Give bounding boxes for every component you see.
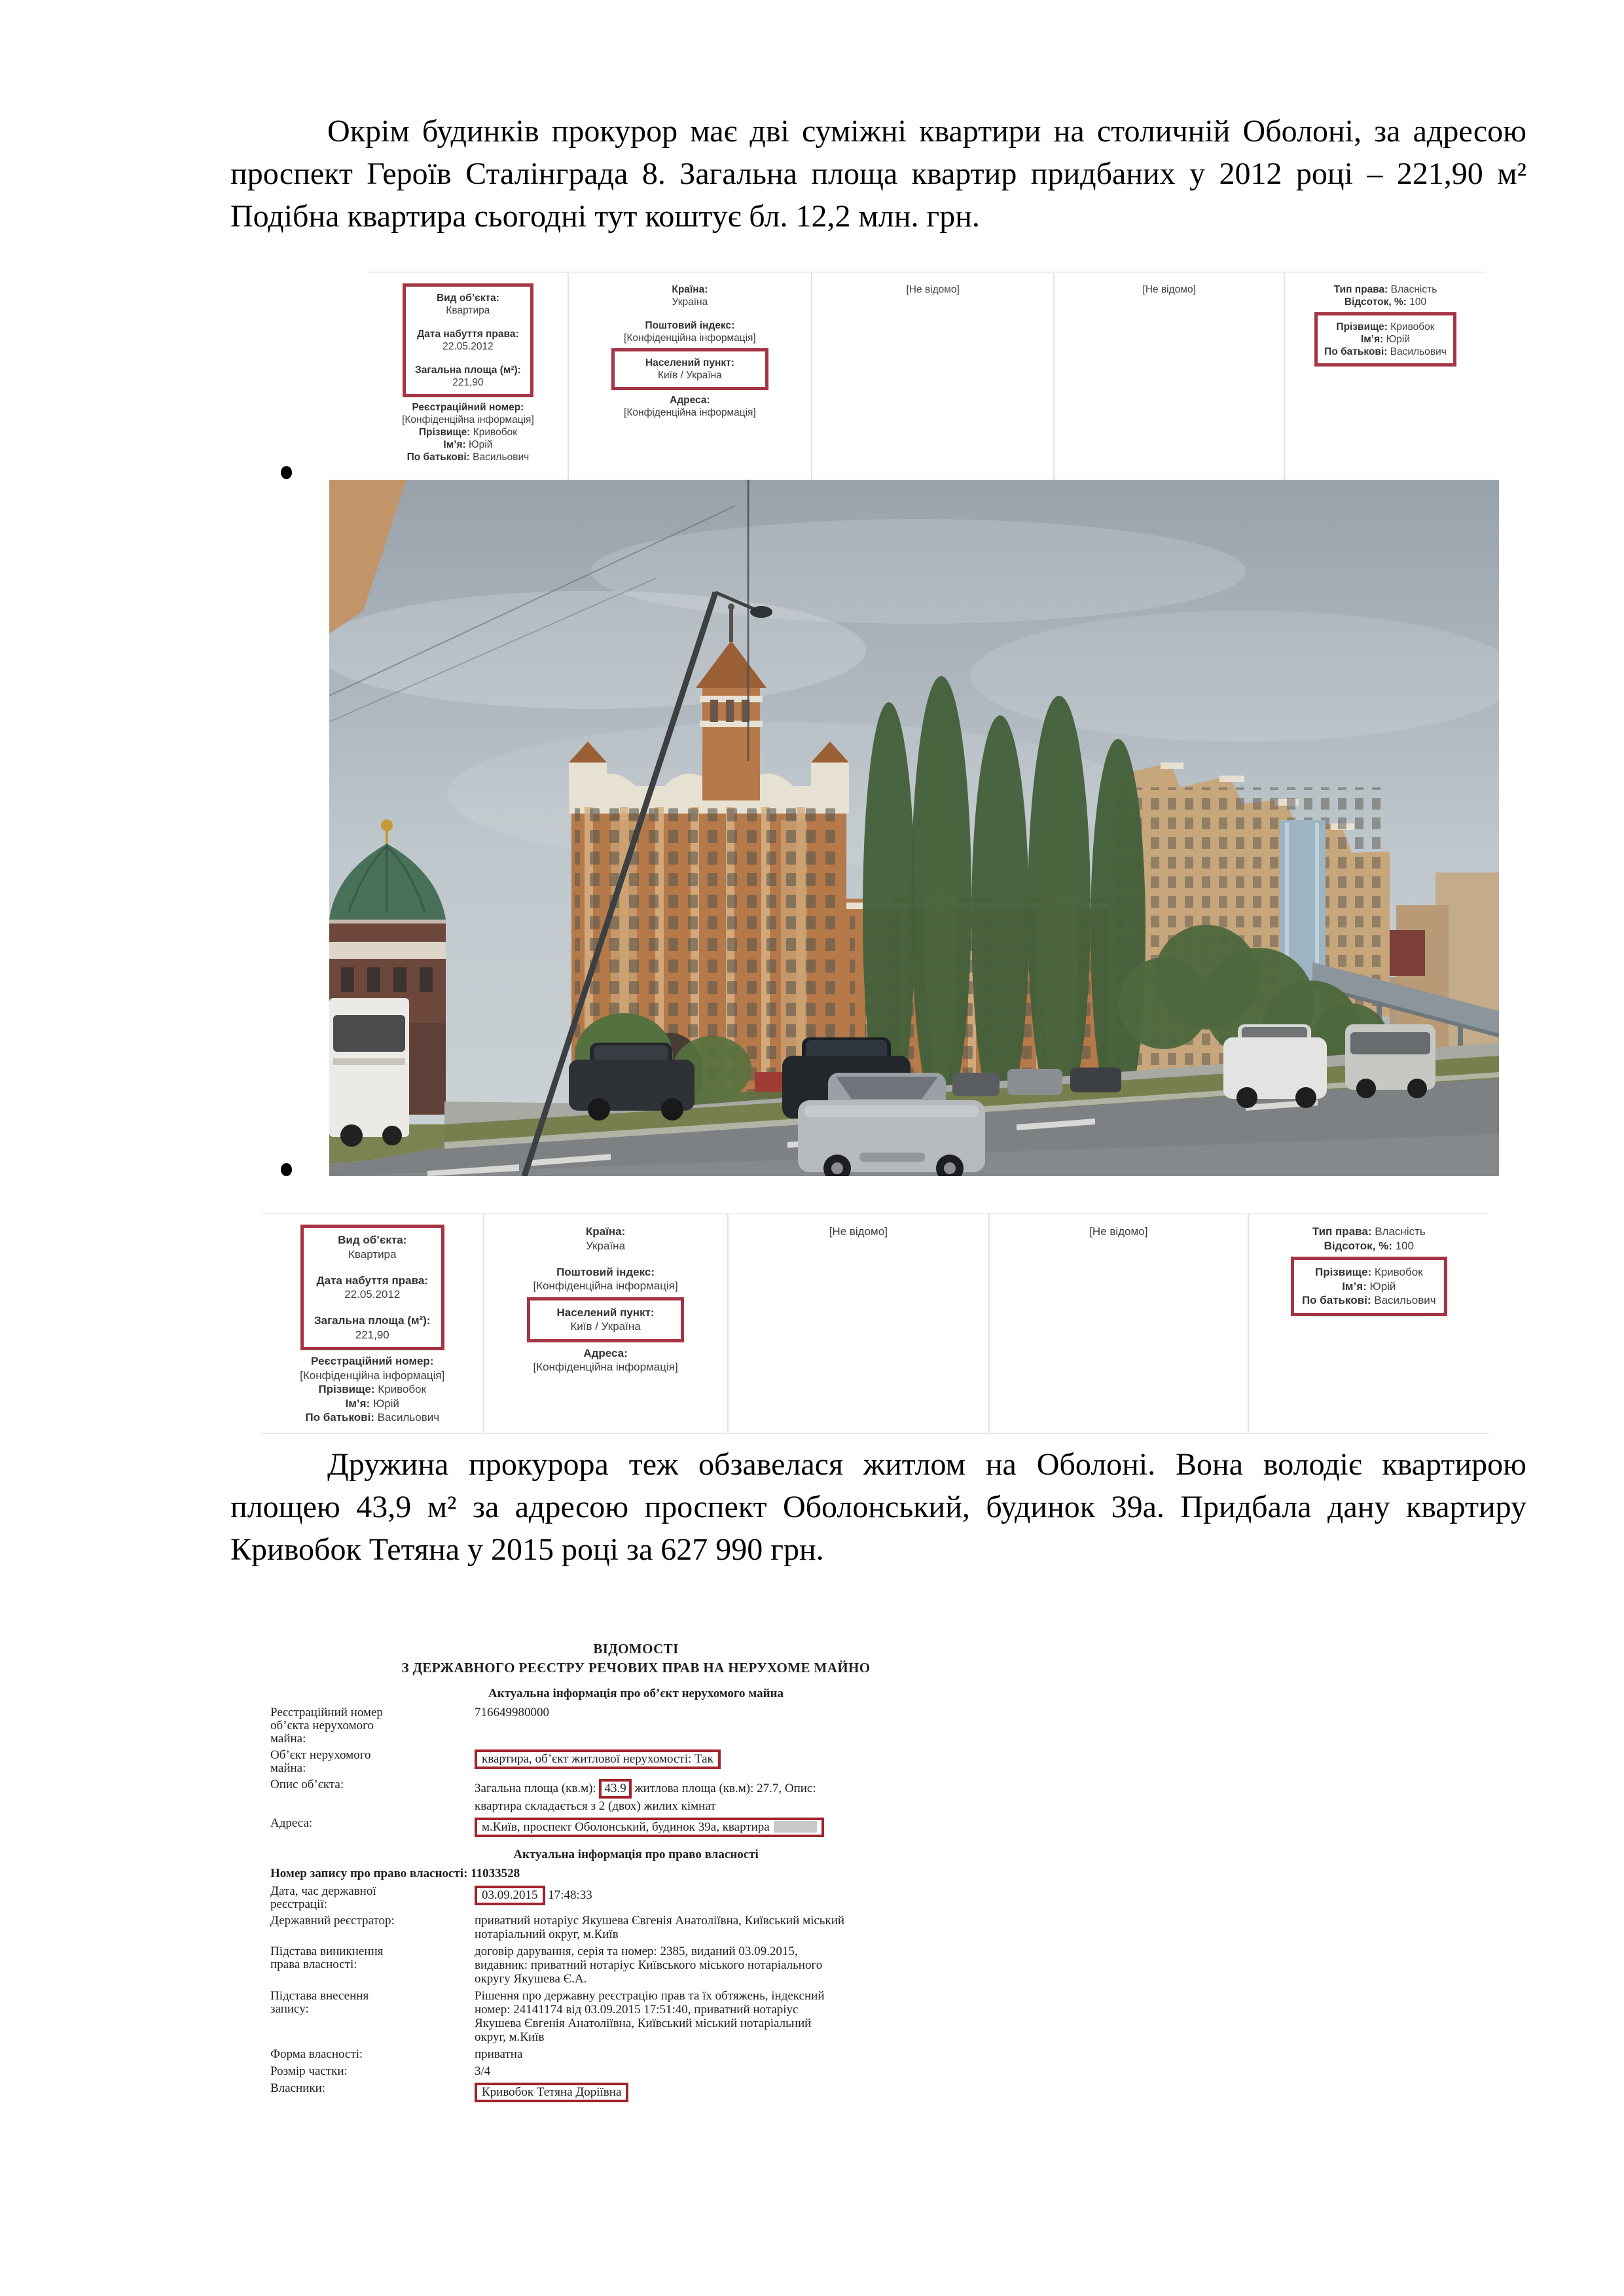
extract-row xyxy=(270,1706,1001,1746)
field-line: [Конфіденційна інформація] xyxy=(624,332,756,344)
field-line: Квартира xyxy=(446,305,490,316)
field-group xyxy=(996,1225,1241,1239)
extract-row xyxy=(270,1885,1001,1911)
extract-row-value: 3/4 xyxy=(475,2064,491,2078)
highlight-box xyxy=(403,283,533,397)
field-line: Країна: xyxy=(585,1225,626,1238)
field-group xyxy=(1255,1225,1483,1253)
field-line: Відсоток, %: 100 xyxy=(1324,1239,1414,1252)
registry-column-3 xyxy=(811,273,1053,485)
highlight-box: 03.09.2015 xyxy=(475,1886,545,1905)
field-line: Київ / Україна xyxy=(570,1320,641,1333)
extract-title xyxy=(270,1640,1001,1677)
field-line: По батькові: Васильович xyxy=(305,1411,440,1424)
extract-title-line1: ВІДОМОСТІ xyxy=(593,1641,679,1657)
field-line: По батькові: Васильович xyxy=(1301,1294,1436,1306)
extract-row-label: Підстава внесення запису: xyxy=(270,1989,369,2016)
extract-row-label: Державний реєстратор: xyxy=(270,1914,395,1928)
extract-row xyxy=(270,1914,1001,1942)
extract-row-label: Опис об’єкта: xyxy=(270,1778,344,1791)
extract-row-label: Адреса: xyxy=(270,1816,313,1830)
highlight-box xyxy=(300,1225,445,1350)
field-line: По батькові: Васильович xyxy=(406,452,530,463)
paragraph-wife-apartment: Дружина прокурора теж обзавелася житлом на Оболоні. Вона володіє квартирою площею 43,9 м² за адресою проспект Оболонський, будинок 39а. Придбала дану квартиру Кривобок Тетяна у 2015 році за 627 990 грн. xyxy=(230,1447,1526,1567)
field-line: Україна xyxy=(586,1239,626,1252)
registry-column-1 xyxy=(262,1214,483,1433)
field-line: Адреса: xyxy=(583,1346,628,1359)
field-group xyxy=(575,283,804,344)
field-line: Населений пункт: xyxy=(645,357,734,369)
field-line: 221,90 xyxy=(355,1328,389,1341)
field-line: [Не відомо] xyxy=(906,284,960,295)
paragraph-apartments: Окрім будинків прокурор має дві суміжні квартири на столичній Оболоні, за адресою проспект Героїв Сталінграда 8. Загальна площа квартир придбаних у 2012 році – 221,90 м² Подібна квартира сьогодні тут коштує бл. 12,2 млн. грн. xyxy=(230,114,1526,234)
field-line: Дата набуття права: xyxy=(316,1274,428,1287)
extract-row-label: Форма власності: xyxy=(270,2047,363,2061)
field-line: Реєстраційний номер: xyxy=(412,402,524,414)
field-line: Поштовий індекс: xyxy=(556,1265,655,1278)
extract-section1-header: Актуальна інформація про об’єкт нерухомого майна xyxy=(488,1687,784,1700)
field-line xyxy=(491,1253,721,1265)
extract-section1-rows xyxy=(270,1706,1001,1839)
field-line: Прізвище: Кривобок xyxy=(418,427,517,439)
street-photo-canvas xyxy=(329,480,1499,1176)
field-line xyxy=(310,1261,435,1274)
registry-column-2 xyxy=(568,273,811,485)
highlight-box: м.Київ, проспект Оболонський, будинок 39а, квартира xyxy=(475,1818,824,1837)
field-line: Київ / Україна xyxy=(658,370,722,382)
extract-row-value: приватний нотаріус Якушева Євгенія Анатоліївна, Київський міський нотаріальний округ, м.Київ xyxy=(475,1914,845,1941)
field-group xyxy=(819,283,1047,296)
field-line: Країна: xyxy=(672,284,708,295)
field-line xyxy=(310,1302,435,1314)
highlight-box xyxy=(1291,1257,1447,1316)
field-line xyxy=(575,308,804,319)
registry-column-4 xyxy=(988,1214,1248,1433)
field-group xyxy=(735,1225,982,1239)
extract-row-label: Об’єкт нерухомого майна: xyxy=(270,1748,371,1775)
extract-row xyxy=(270,1945,1001,1986)
field-line: Прізвище: Кривобок xyxy=(1314,1266,1423,1278)
field-line: Населений пункт: xyxy=(556,1306,655,1319)
highlight-box: Кривобок Тетяна Доріївна xyxy=(475,2083,628,2102)
field-group xyxy=(491,1225,721,1293)
field-line: 221,90 xyxy=(452,377,484,389)
field-line: [Не відомо] xyxy=(1142,284,1196,295)
field-group xyxy=(375,401,561,463)
extract-row-label: Підстава виникнення права власності: xyxy=(270,1945,384,1971)
field-line: [Не відомо] xyxy=(1089,1225,1148,1238)
extract-row-label: Власники: xyxy=(270,2081,326,2095)
field-line: Ім’я: Юрій xyxy=(1342,1280,1396,1293)
extract-title-line2: З ДЕРЖАВНОГО РЕЄСТРУ РЕЧОВИХ ПРАВ НА НЕРУХОМЕ МАЙНО xyxy=(401,1660,871,1676)
field-line: Загальна площа (м²): xyxy=(414,365,521,376)
field-line: Тип права: Власність xyxy=(1333,284,1437,295)
extract-ownership-record-number: Номер запису про право власності: 11033528 xyxy=(270,1867,520,1880)
extract-row-value: Рішення про державну реєстрацію прав та їх обтяжень, індексний номер: 24141174 від 03.09.2015 17:51:40, приватний нотаріус Якушева Євгенія Анатоліївна, Київський міський нотаріальний округ, м.Київ xyxy=(475,1989,825,2044)
white-bus xyxy=(329,998,409,1147)
extract-row xyxy=(270,1778,1001,1814)
extract-row-value: Загальна площа (кв.м): 43.9 житлова площа (кв.м): 27.7, Опис: квартира складається з 2 (двох) жилих кімнат xyxy=(467,1778,1001,1814)
field-group xyxy=(491,1346,721,1374)
extract-row-value: договір дарування, серія та номер: 2385, виданий 03.09.2015, видавник: приватний нотаріус Київського міського нотаріального округу Якушева Є.А. xyxy=(475,1945,823,1986)
field-line: Прізвище: Кривобок xyxy=(318,1383,427,1396)
registry-column-4 xyxy=(1053,273,1284,485)
field-group xyxy=(268,1354,477,1425)
extract-row-value: 03.09.2015 17:48:33 xyxy=(467,1885,1001,1911)
field-line xyxy=(412,317,524,328)
extract-row xyxy=(270,1749,1001,1775)
extract-row-value xyxy=(467,2082,1001,2104)
extract-row xyxy=(270,1817,1001,1839)
field-line: Реєстраційний номер: xyxy=(311,1355,434,1368)
street-photo-obolon xyxy=(329,480,1499,1176)
field-line: [Конфіденційна інформація] xyxy=(624,407,756,419)
redaction-block xyxy=(774,1821,817,1833)
field-line: Ім’я: Юрій xyxy=(443,439,493,451)
field-line: [Конфіденційна інформація] xyxy=(533,1280,678,1293)
extract-row xyxy=(270,2082,1001,2104)
field-line: Україна xyxy=(672,296,708,308)
extract-row-label: Розмір частки: xyxy=(270,2064,348,2078)
field-line: Ім’я: Юрій xyxy=(345,1397,399,1410)
registry-extract-document xyxy=(270,1640,1001,2107)
extract-row-value xyxy=(467,1817,1001,1839)
registry-record-image-2 xyxy=(262,1213,1489,1434)
field-line: Тип права: Власність xyxy=(1312,1225,1426,1238)
field-line: [Конфіденційна інформація] xyxy=(533,1361,678,1374)
highlight-box xyxy=(611,348,768,390)
field-group xyxy=(575,394,804,419)
highlight-box: квартира, об’єкт житлової нерухомості: Так xyxy=(475,1749,721,1769)
field-line: Квартира xyxy=(348,1247,397,1261)
field-group xyxy=(1291,283,1479,308)
field-line: [Конфіденційна інформація] xyxy=(402,414,534,426)
field-line: [Конфіденційна інформація] xyxy=(300,1369,445,1382)
extract-row-value: приватна xyxy=(475,2047,523,2061)
registry-column-1 xyxy=(369,273,568,485)
highlight-box xyxy=(1314,312,1456,367)
field-line: 22.05.2012 xyxy=(344,1288,401,1301)
field-line: Відсоток, %: 100 xyxy=(1344,296,1427,308)
extract-row-label: Дата, час державної реєстрації: xyxy=(270,1884,376,1911)
highlight-box: 43.9 xyxy=(599,1779,631,1799)
list-bullet-icon xyxy=(281,466,292,479)
extract-row-value xyxy=(467,1749,1001,1775)
extract-section2-rows xyxy=(270,1885,1001,2104)
field-line: Вид об’єкта: xyxy=(338,1234,407,1246)
field-line: Поштовий індекс: xyxy=(645,320,735,332)
registry-column-5 xyxy=(1248,1214,1489,1433)
field-line: Вид об’єкта: xyxy=(436,293,499,304)
registry-column-2 xyxy=(483,1214,727,1433)
field-group xyxy=(1061,283,1277,296)
field-line: [Не відомо] xyxy=(829,1225,888,1238)
registry-column-3 xyxy=(727,1214,988,1433)
field-line: Ім’я: Юрій xyxy=(1361,334,1410,345)
extract-row xyxy=(270,2048,1001,2062)
extract-row xyxy=(270,2065,1001,2079)
field-line: Дата набуття права: xyxy=(417,329,519,340)
registry-record-image-1 xyxy=(369,272,1486,486)
highlight-box xyxy=(527,1297,685,1342)
field-line xyxy=(412,353,524,364)
field-line: По батькові: Васильович xyxy=(1324,346,1447,357)
field-line: Прізвище: Кривобок xyxy=(1336,321,1435,332)
extract-section2-header: Актуальна інформація про право власності xyxy=(513,1848,759,1861)
extract-row xyxy=(270,1990,1001,2045)
extract-row-label: Реєстраційний номер об’єкта нерухомого майна: xyxy=(270,1706,383,1746)
silver-van xyxy=(1345,1024,1435,1098)
field-line: 22.05.2012 xyxy=(442,341,494,353)
extract-row-value: 716649980000 xyxy=(475,1706,549,1719)
registry-column-5 xyxy=(1284,273,1486,485)
field-line: Адреса: xyxy=(670,395,710,406)
field-line: Загальна площа (м²): xyxy=(314,1314,431,1327)
list-bullet-icon xyxy=(281,1163,292,1176)
